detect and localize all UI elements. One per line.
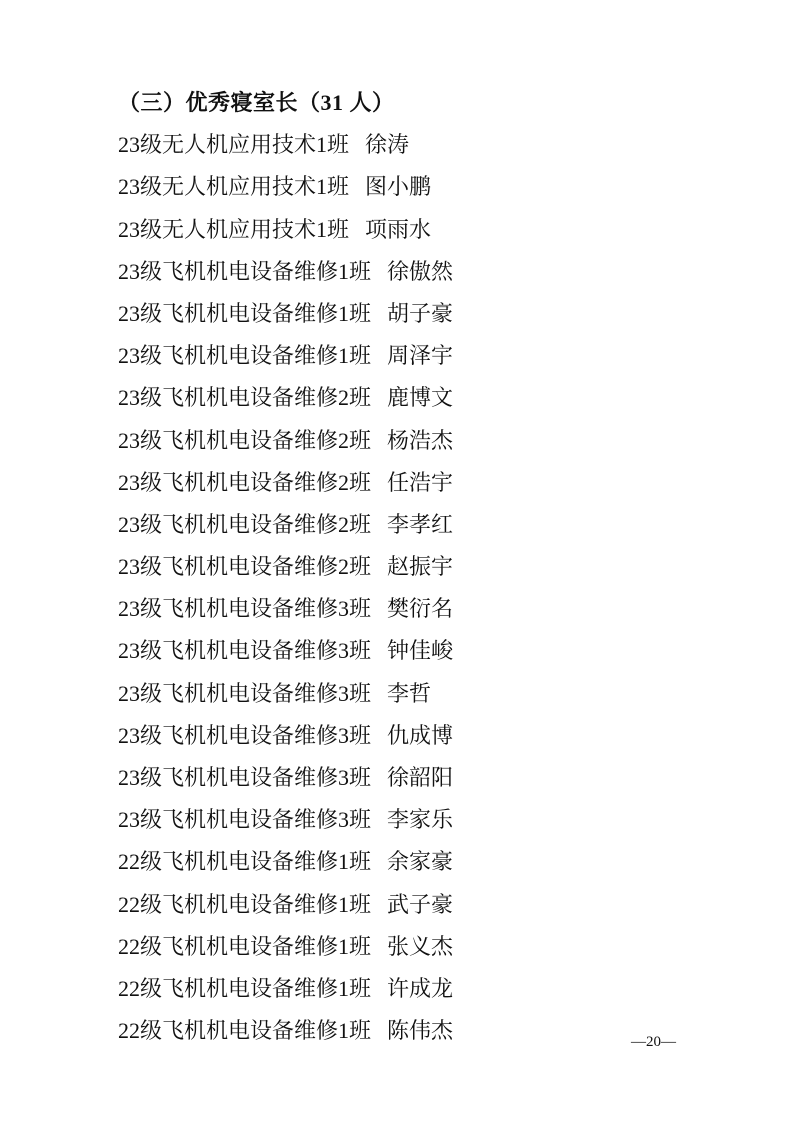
entry-student-name: 赵振宇 [387,554,454,580]
entry-student-name: 任浩宇 [387,469,454,495]
entry-class-name: 23级飞机机电设备维修1班 [118,258,372,284]
entry-student-name: 张义杰 [387,933,454,959]
entry-student-name: 杨浩杰 [387,427,454,453]
award-entry [118,335,693,377]
entry-class-name: 23级飞机机电设备维修2班 [118,385,372,411]
entry-student-name: 鹿博文 [387,385,454,411]
award-entry [118,715,693,757]
entry-student-name: 徐傲然 [387,258,454,284]
entry-student-name: 樊衍名 [387,596,454,622]
entry-class-name: 23级飞机机电设备维修3班 [118,680,372,706]
award-entry [118,546,693,588]
entry-class-name: 23级飞机机电设备维修3班 [118,638,372,664]
award-entry [118,884,693,926]
award-entry [118,588,693,630]
entry-student-name: 仇成博 [387,722,454,748]
entry-class-name: 22级飞机机电设备维修1班 [118,933,372,959]
award-entry [118,841,693,883]
entry-class-name: 23级飞机机电设备维修3班 [118,722,372,748]
entry-student-name: 周泽宇 [387,343,454,369]
entry-class-name: 23级飞机机电设备维修2班 [118,511,372,537]
award-entry [118,1010,693,1052]
award-entry [118,462,693,504]
document-body [118,82,693,1052]
award-entry [118,166,693,208]
entry-student-name: 徐涛 [365,132,410,158]
entry-student-name: 项雨水 [365,216,432,242]
entry-student-name: 武子豪 [387,891,454,917]
award-entry [118,926,693,968]
entry-class-name: 23级飞机机电设备维修3班 [118,765,372,790]
entry-student-name: 李孝红 [387,511,454,537]
award-entry [118,377,693,419]
award-entry [118,968,693,1010]
entry-student-name: 余家豪 [387,849,454,875]
award-entry [118,757,693,799]
entry-student-name: 许成龙 [387,975,454,1001]
entry-student-name: 胡子豪 [387,300,454,326]
entry-student-name: 李家乐 [387,807,454,833]
entry-class-name: 23级无人机应用技术1班 [118,174,350,200]
entry-student-name: 陈伟杰 [387,1018,454,1044]
entry-student-name: 李哲 [387,680,432,706]
entry-class-name: 23级飞机机电设备维修3班 [118,596,372,622]
entry-student-name: 钟佳峻 [387,638,454,664]
entry-class-name: 23级飞机机电设备维修1班 [118,300,372,326]
award-entry [118,209,693,251]
entry-class-name: 23级飞机机电设备维修3班 [118,807,372,833]
entry-class-name: 23级飞机机电设备维修1班 [118,343,372,369]
award-entry [118,124,693,166]
page-number: —20— [631,1034,676,1050]
award-entry [118,420,693,462]
award-entry [118,251,693,293]
entry-student-name: 图小鹏 [365,174,432,200]
award-entry [118,673,693,715]
entry-class-name: 23级无人机应用技术1班 [118,132,350,158]
entry-class-name: 23级飞机机电设备维修2班 [118,554,372,580]
entry-class-name: 23级飞机机电设备维修2班 [118,469,372,495]
award-entry [118,799,693,841]
entry-class-name: 23级飞机机电设备维修2班 [118,427,372,453]
entry-class-name: 22级飞机机电设备维修1班 [118,849,372,875]
award-list [118,124,693,1052]
entry-class-name: 22级飞机机电设备维修1班 [118,891,372,917]
entry-class-name: 22级飞机机电设备维修1班 [118,1018,372,1044]
award-entry [118,504,693,546]
award-entry [118,630,693,672]
entry-student-name: 徐韶阳 [387,765,454,790]
entry-class-name: 23级无人机应用技术1班 [118,216,350,242]
award-entry [118,293,693,335]
section-heading: （三）优秀寝室长（31 人） [118,90,395,115]
entry-class-name: 22级飞机机电设备维修1班 [118,975,372,1001]
